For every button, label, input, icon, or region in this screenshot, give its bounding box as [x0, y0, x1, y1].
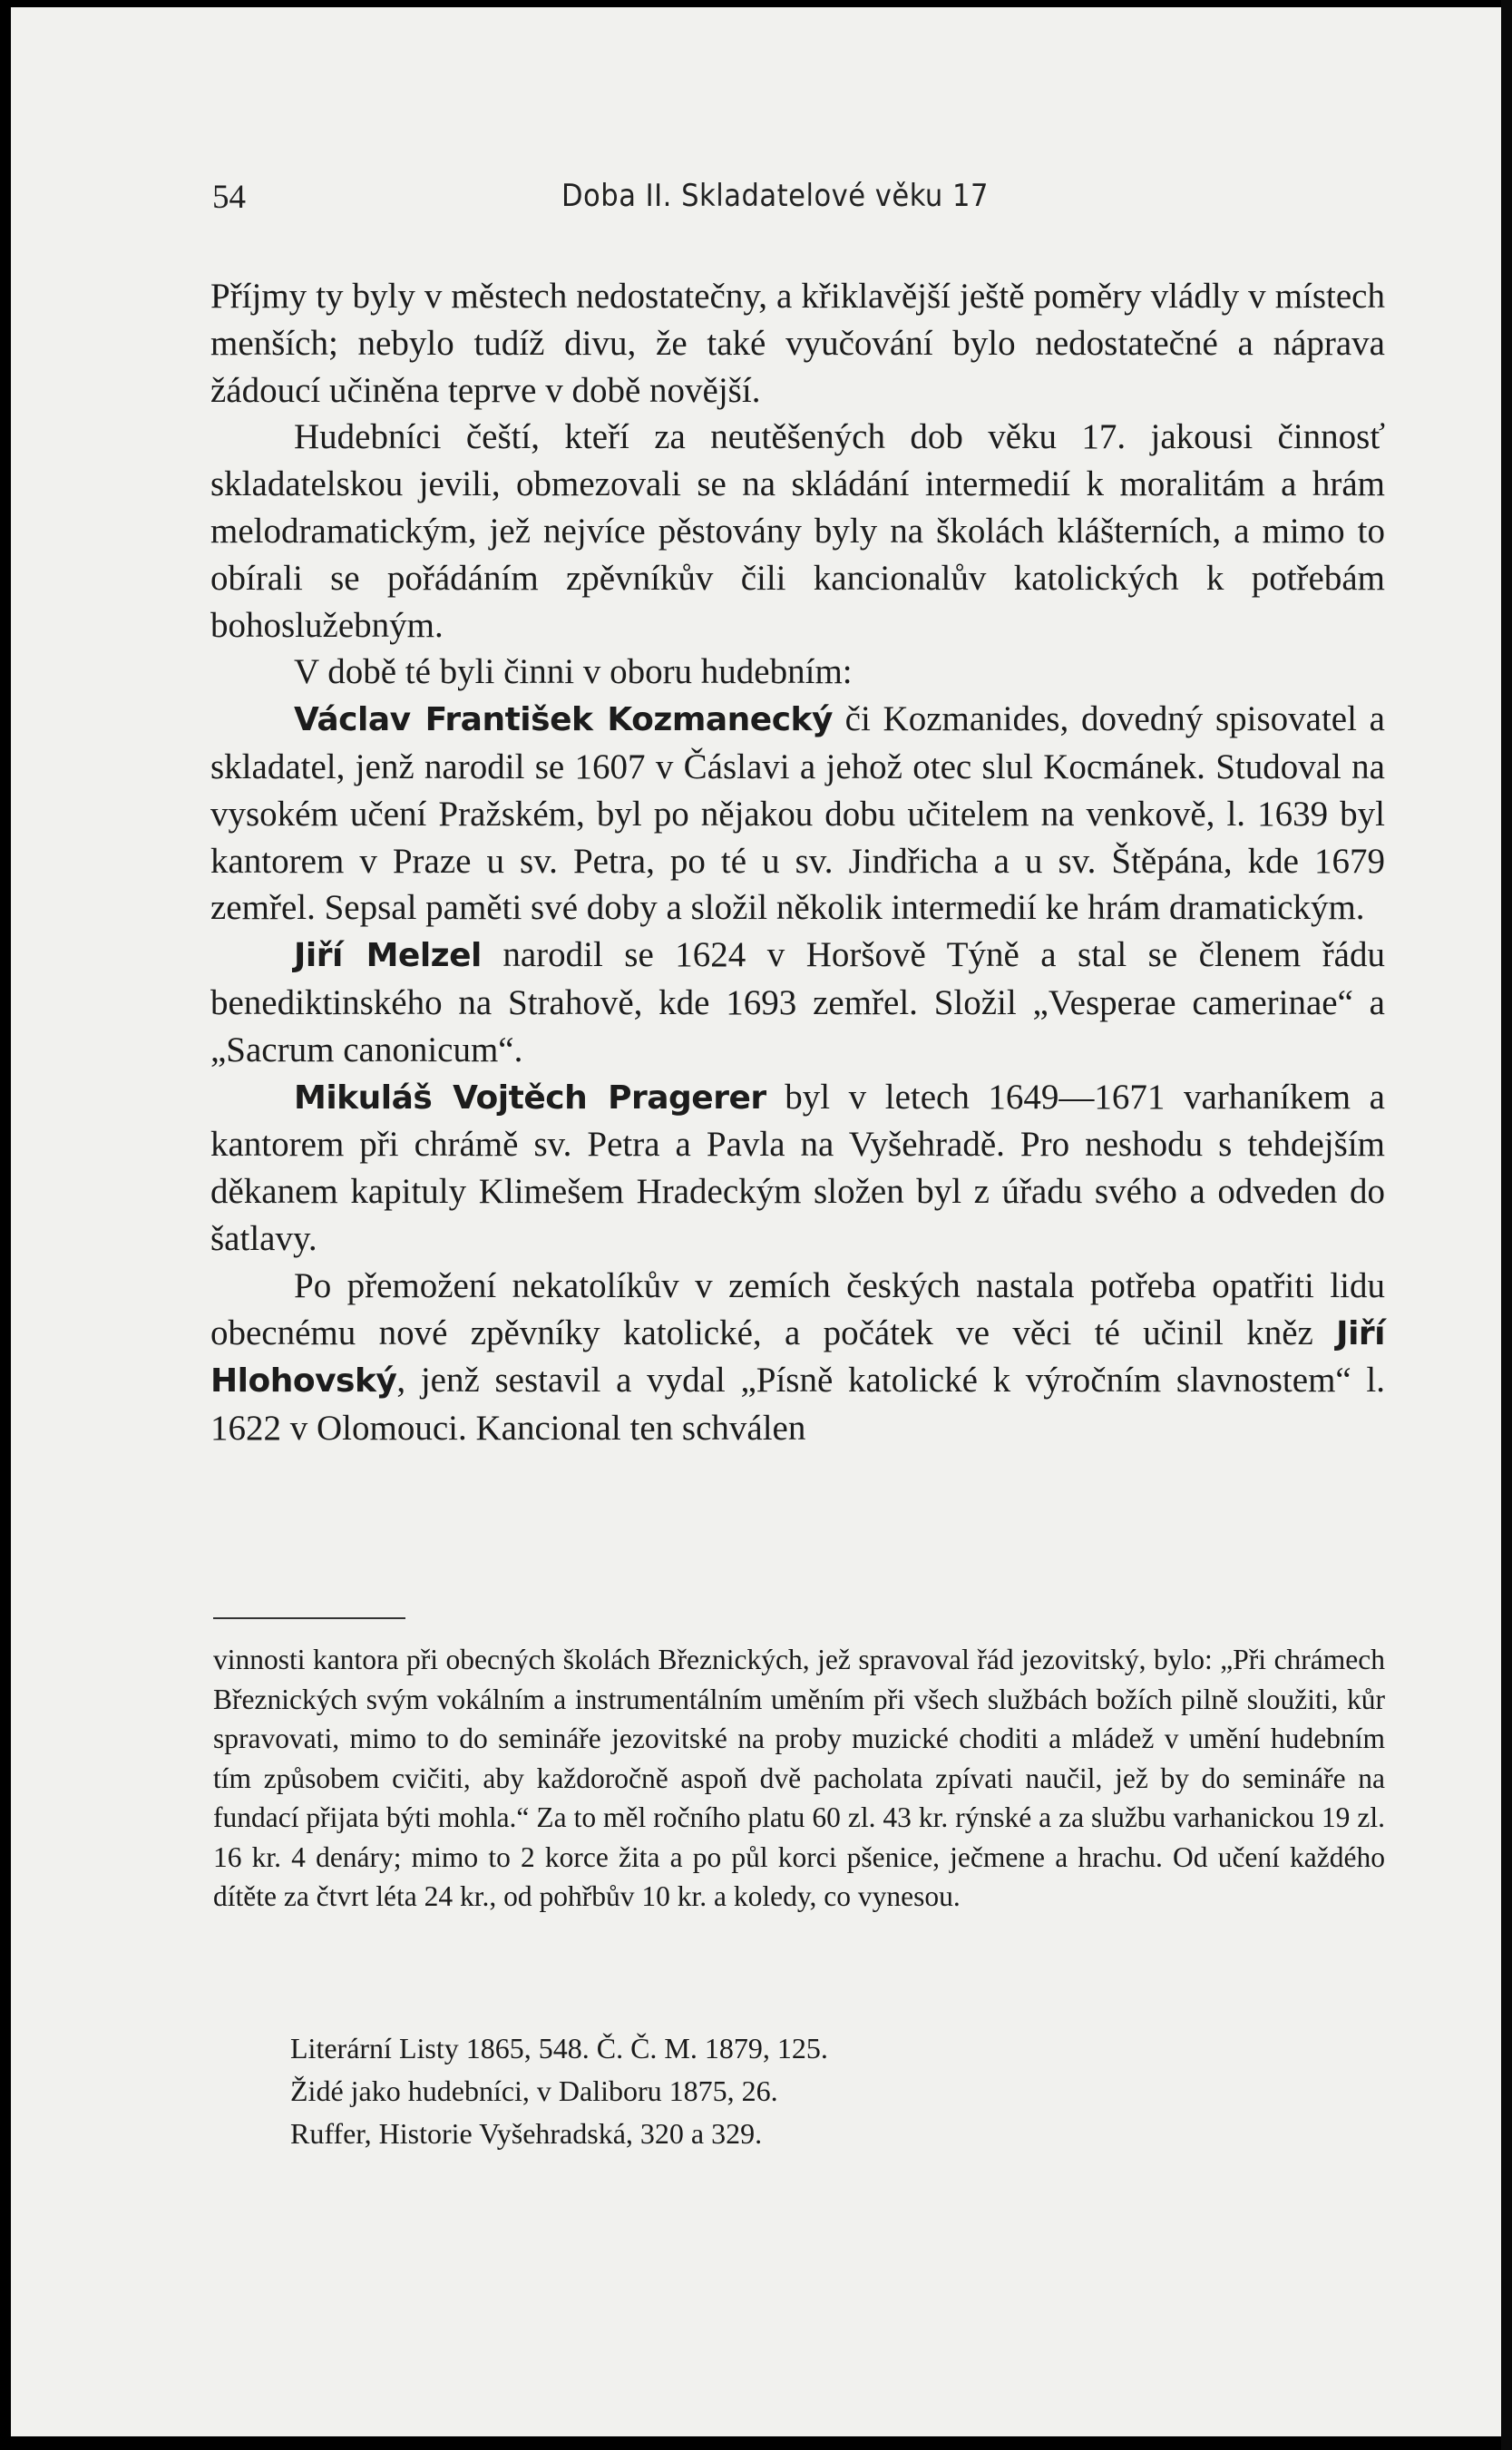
- page-number: 54: [212, 179, 246, 216]
- body-text: [210, 273, 1385, 1452]
- person-bio: či Kozmanides, dovedný spisovatel a skladatel, jenž narodil se 1607 v Čáslavi a jehož otec slul Kocmánek. Studoval na vysokém učení Pražském, byl po nějakou dobu učitelem na venkově, l. 1639 byl kantorem v Praze u sv. Petra, po té u sv. Jindřicha a u sv. Štěpána, kde 1679 zemřel. Sepsal paměti své doby a složil několik intermedií ke hrám dramatickým.: [210, 699, 1385, 928]
- source-item: Literární Listy 1865, 548. Č. Č. M. 1879, 125.: [290, 2032, 828, 2064]
- person-bio: byl v letech 1649—1671 varhaníkem a kantorem při chrámě sv. Petra a Pavla na Vyšehradě. Pro neshodu s tehdejším děkanem kapituly Klimešem Hradeckým složen byl z úřadu svého a odveden do šatlavy.: [210, 1077, 1385, 1258]
- paragraph-hlohovsky: [210, 1263, 1385, 1452]
- paragraph-melzel: [210, 932, 1385, 1073]
- source-references: [290, 2027, 1333, 2155]
- scan-edge: [1501, 0, 1512, 2450]
- person-name: Mikuláš Vojtěch Pragerer: [294, 1079, 766, 1117]
- person-name: Václav František Kozmanecký: [294, 701, 833, 739]
- source-item: Židé jako hudebníci, v Daliboru 1875, 26.: [290, 2074, 778, 2107]
- book-page: [11, 7, 1506, 2436]
- person-name: Jiří Melzel: [294, 937, 482, 975]
- paragraph-text: , jenž sestavil a vydal „Písně katolické k výročním slavnostem“ l. 1622 v Olomouci. Kancional ten schválen: [210, 1361, 1385, 1449]
- footnote-text: vinnosti kantora při obecných školách Březnických, jež spravoval řád jezovitský, bylo: „Při chrámech Březnických svým vokálním a instrumentálním uměním při všech službách božích pilně sloužiti, kůr spravovati, mimo to do semináře jezovitské na proby muzické choditi a mládež v umění hudebním tím způsobem cvičiti, aby každoročně aspoň dvě pacholata zpívati naučil, jež by do semináře na fundací přijata býti mohla.“ Za to měl ročního platu 60 zl. 43 kr. rýnské a za službu varhanickou 19 zl. 16 kr. 4 denáry; mimo to 2 korce žita a po půl korci pšenice, ječmene a hrachu. Od učení každého dítěte za čtvrt léta 24 kr., od pohřbův 10 kr. a koledy, co vynesou.: [213, 1644, 1385, 1912]
- paragraph-kozmanecky: [210, 696, 1385, 932]
- footnote-divider: [213, 1617, 405, 1619]
- paragraph-czech-musicians: Hudebníci čeští, kteří za neutěšených dob věku 17. jakousi činnosť skladatelskou jevili, obmezovali se na skládání intermedií k moralitám a hrám melodramatickým, jež nejvíce pěstovány byly na školách klášterních, a mimo to obírali se pořádáním zpěvníkův čili kancionalův katolických k potřebám bohoslužebným.: [210, 417, 1385, 645]
- paragraph-intro-list: V době té byli činni v oboru hudebním:: [294, 652, 853, 692]
- paragraph-text: Po přemožení nekatolíkův v zemích českých nastala potřeba opatřiti lidu obecnému nové zpěvníky katolické, a počátek ve věci té učinil kněz: [210, 1265, 1385, 1352]
- running-head: [209, 178, 1383, 223]
- person-name: Jiří Hlohovský: [210, 1314, 1385, 1401]
- chapter-title: Doba II. Skladatelové věku 17: [561, 178, 989, 214]
- paragraph-pragerer: [210, 1074, 1385, 1263]
- paragraph-income: Příjmy ty byly v městech nedostatečny, a křiklavější ještě poměry vládly v místech menších; nebylo tudíž divu, že také vyučování bylo nedostatečné a náprava žádoucí učiněna teprve v době novější.: [210, 277, 1385, 410]
- footnotes: [213, 1640, 1385, 1917]
- source-item: Ruffer, Historie Vyšehradská, 320 a 329.: [290, 2117, 763, 2150]
- person-bio: narodil se 1624 v Horšově Týně a stal se členem řádu benediktinského na Strahově, kde 1693 zemřel. Složil „Vesperae camerinae“ a „Sacrum canonicum“.: [210, 935, 1385, 1069]
